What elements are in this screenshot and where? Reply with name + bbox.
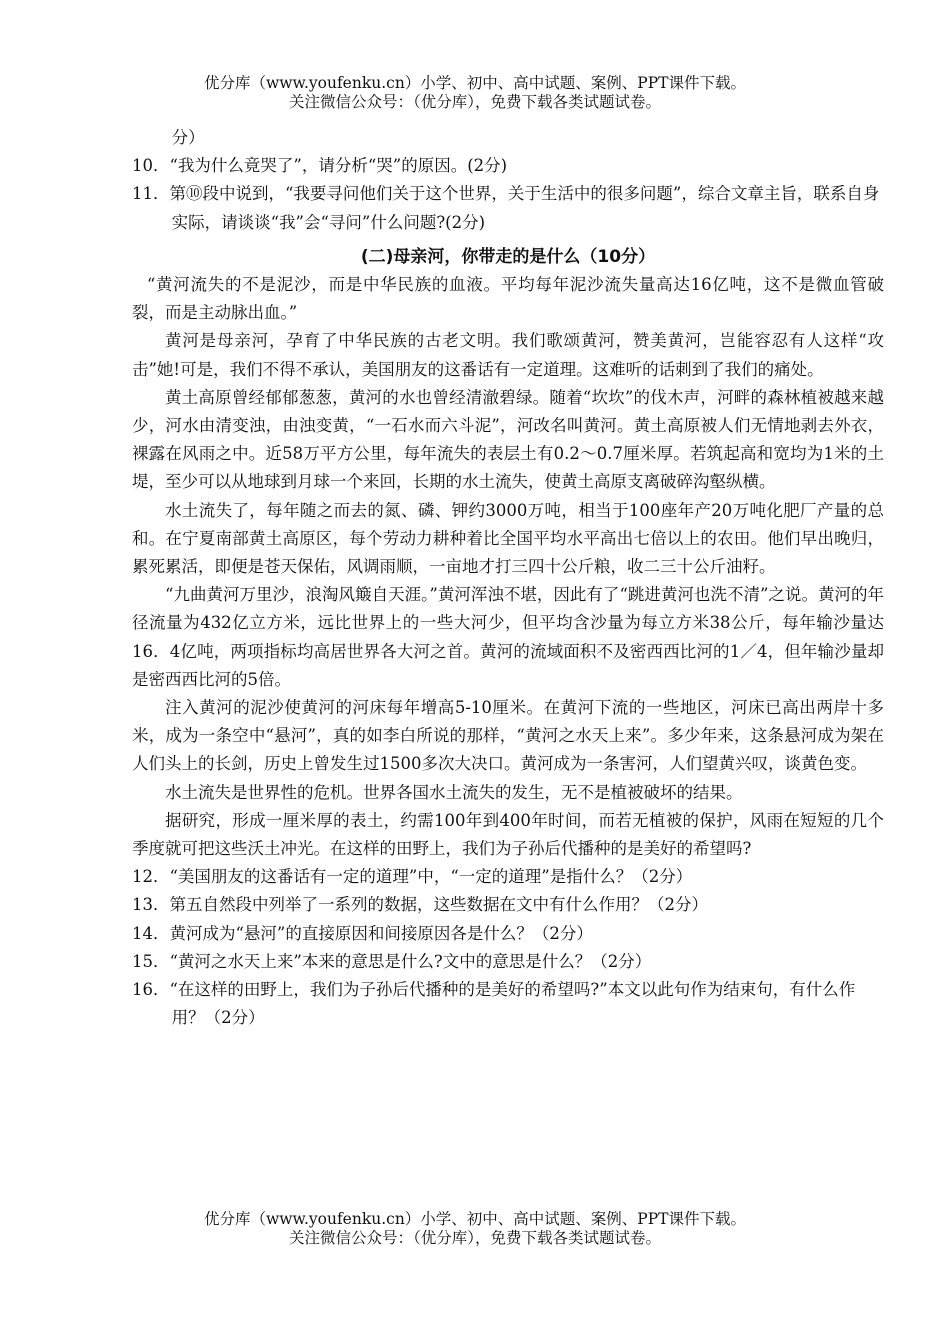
footer-line-1: 优分库（www.youfenku.cn）小学、初中、高中试题、案例、PPT课件下载。 bbox=[203, 1210, 747, 1228]
question-14: 14．黄河成为“悬河”的直接原因和间接原因各是什么？（2分） bbox=[132, 923, 593, 943]
question-10: 10．“我为什么竟哭了”，请分析“哭”的原因。(2分) bbox=[132, 156, 508, 176]
paragraph-6: 注入黄河的泥沙使黄河的河床每年增高5-10厘米。在黄河下流的一些地区，河床已高出两岸十多米，成为一条空中“悬河”，真的如李白所说的那样，“黄河之水天上来”。多少年来，这条悬河成为架在人们头上的长剑，历史上曾发生过1500多次大决口。黄河成为一条害河，人们望黄兴叹，谈黄色变。 bbox=[132, 698, 884, 774]
header-line-2: 关注微信公众号：（优分库），免费下载各类试题试卷。 bbox=[288, 93, 661, 111]
paragraph-8: 据研究，形成一厘米厚的表土，约需100年到400年时间，而若无植被的保护，风雨在短短的几个季度就可把这些沃土冲光。在这样的田野上，我们为子孙后代播种的是美好的希望吗? bbox=[132, 810, 884, 859]
paragraph-2: 黄河是母亲河，孕育了中华民族的古老文明。我们歌颂黄河，赞美黄河，岂能容忍有人这样“攻击”她!可是，我们不得不承认，美国朋友的这番话有一定道理。这难听的话刺到了我们的痛处。 bbox=[132, 331, 884, 379]
previous-question-continuation: 分） bbox=[171, 128, 205, 147]
question-12: 12．“美国朋友的这番话有一定的道理”中，“一定的道理”是指什么？（2分） bbox=[132, 867, 693, 887]
paragraph-7: 水土流失是世界性的危机。世界各国水土流失的发生，无不是植被破坏的结果。 bbox=[165, 782, 743, 802]
paragraph-5: “九曲黄河万里沙，浪淘风簸自天涯。”黄河浑浊不堪，因此有了“跳进黄河也洗不清”之说。黄河的年径流量为432亿立方米，远比世界上的一些大河少，但平均含沙量为每立方米38公斤，每年输沙量达16．4亿吨，两项指标均高居世界各大河之首。黄河的流域面积不及密西西比河的1／4，但年输沙量却是密西西比河的5倍。 bbox=[132, 585, 884, 689]
question-16: 16．“在这样的田野上，我们为子孙后代播种的是美好的希望吗?”本文以此句作为结束句，有什么作用？（2分） bbox=[132, 980, 856, 1028]
header-line-1: 优分库（www.youfenku.cn）小学、初中、高中试题、案例、PPT课件下载。 bbox=[203, 74, 747, 92]
section-title: (二)母亲河，你带走的是什么（10分） bbox=[360, 246, 656, 267]
question-11: 11．第⑩段中说到，“我要寻问他们关于这个世界，关于生活中的很多问题”，综合文章主旨，联系自身实际，请谈谈“我”会“寻问”什么问题?(2分) bbox=[132, 184, 880, 232]
question-15: 15．“黄河之水天上来”本来的意思是什么?文中的意思是什么？（2分） bbox=[132, 951, 652, 971]
paragraph-3: 黄土高原曾经郁郁葱葱，黄河的水也曾经清澈碧绿。随着“坎坎”的伐木声，河畔的森林植被越来越少，河水由清变浊，由浊变黄，“一石水而六斗泥”，河改名叫黄河。黄土高原被人们无情地剥去外衣，裸露在风雨之中。近58万平方公里，每年流失的表层土有0.2～0.7厘米厚。若筑起高和宽均为1米的土堤，至少可以从地球到月球一个来回，长期的水土流失，使黄土高原支离破碎沟壑纵横。 bbox=[132, 387, 884, 492]
page-footer bbox=[0, 1210, 950, 1248]
footer-line-2: 关注微信公众号：（优分库），免费下载各类试题试卷。 bbox=[288, 1229, 661, 1247]
document-body bbox=[132, 124, 884, 1033]
paragraph-4: 水土流失了，每年随之而去的氮、磷、钾约3000万吨，相当于100座年产20万吨化肥厂产量的总和。在宁夏南部黄土高原区，每个劳动力耕种着比全国平均水平高出七倍以上的农田。他们早出晚归，累死累活，即便是苍天保佑，风调雨顺，一亩地才打三四十公斤粮，收二三十公斤油籽。 bbox=[132, 500, 884, 577]
page-header bbox=[0, 74, 950, 112]
question-13: 13．第五自然段中列举了一系列的数据，这些数据在文中有什么作用？（2分） bbox=[132, 895, 708, 915]
paragraph-1: “黄河流失的不是泥沙，而是中华民族的血液。平均每年泥沙流失量高达16亿吨，这不是微血管破裂，而是主动脉出血。” bbox=[132, 275, 884, 323]
